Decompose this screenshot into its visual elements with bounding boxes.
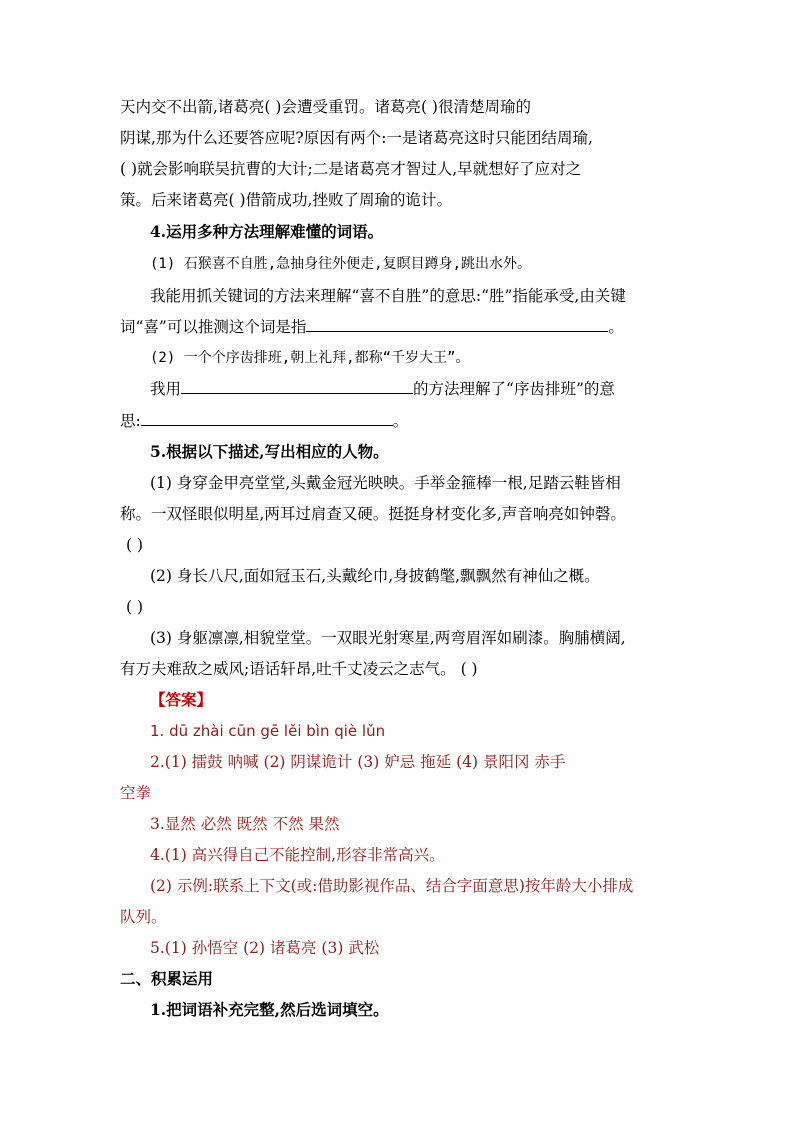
answer-5: 5.(1) 孙悟空 (2) 诸葛亮 (3) 武松: [150, 939, 380, 957]
question-4-text-2b: 。: [608, 318, 624, 336]
passage-line-4: 策。后来诸葛亮( )借箭成功,挫败了周瑜的诡计。: [120, 191, 452, 209]
section-2-question-1: 1.把词语补充完整,然后选词填空。: [150, 1000, 389, 1019]
question-4-text-2: [120, 317, 624, 337]
question-4-title: 4.运用多种方法理解难懂的词语。: [150, 222, 384, 241]
question-5-item-2: (2) 身长八尺,面如冠玉石,头戴纶巾,身披鹤氅,飘飘然有神仙之概。: [150, 567, 600, 585]
question-5-answer-2[interactable]: ( ): [126, 598, 144, 616]
answer-4: 4.(1) 高兴得自己不能控制,形容非常高兴。: [150, 846, 445, 864]
question-4-item-2: (2) 一个个序齿排班,朝上礼拜,都称“千岁大王”。: [150, 350, 470, 366]
answer-2-cont: 空拳: [120, 784, 152, 802]
question-4-text-3b: 的方法理解了“序齿排班”的意: [413, 380, 615, 398]
answer-blank-2[interactable]: [181, 379, 413, 394]
question-4-item-1: (1) 石猴喜不自胜,急抽身往外便走,复瞑目蹲身,跳出水外。: [150, 256, 531, 272]
question-5-answer-1[interactable]: ( ): [126, 536, 144, 554]
answer-4-example: (2) 示例:联系上下文(或:借助影视作品、结合字面意思)按年龄大小排成: [150, 877, 634, 895]
passage-line-1: 天内交不出箭,诸葛亮( )会遭受重罚。诸葛亮( )很清楚周瑜的: [120, 98, 531, 116]
answer-2: 2.(1) 擂鼓 呐喊 (2) 阴谋诡计 (3) 妒忌 拖延 (4) 景阳冈 赤手: [150, 753, 566, 771]
passage-line-2: 阴谋,那为什么还要答应呢?原因有两个:一是诸葛亮这时只能团结周瑜,: [120, 129, 593, 147]
question-5-item-3-cont: 有万夫难敌之威风;语话轩昂,吐千丈凌云之志气。 ( ): [120, 660, 478, 678]
question-5-item-1-cont: 称。一双怪眼似明星,两耳过肩查又硬。挺挺身材变化多,声音响亮如钟磬。: [120, 505, 626, 523]
question-4-text-2a: 词“喜”可以推测这个词是指: [120, 318, 307, 336]
question-5-title: 5.根据以下描述,写出相应的人物。: [150, 442, 389, 461]
question-5-item-1: (1) 身穿金甲亮堂堂,头戴金冠光映映。手举金箍棒一根,足踏云鞋皆相: [150, 474, 621, 492]
question-4-text-1: 我能用抓关键词的方法来理解“喜不自胜”的意思:“胜”指能承受,由关键: [150, 287, 626, 305]
question-4-text-4a: 思:: [120, 412, 141, 430]
question-4-text-3: [150, 379, 615, 399]
passage-line-3: ( )就会影响联吴抗曹的大计;二是诸葛亮才智过人,早就想好了应对之: [120, 160, 582, 178]
answer-blank-1[interactable]: [306, 317, 608, 332]
answer-3: 3.显然 必然 既然 不然 果然: [150, 815, 340, 833]
section-2-heading: 二、积累运用: [120, 969, 214, 988]
question-5-item-3: (3) 身躯凛凛,相貌堂堂。一双眼光射寒星,两弯眉浑如刷漆。胸脯横阔,: [150, 629, 626, 647]
question-4-text-4b: 。: [392, 412, 409, 430]
answer-blank-3[interactable]: [141, 411, 393, 426]
question-4-text-4: [120, 411, 408, 431]
answer-1: 1. dū zhài cūn gē lěi bìn qiè lǔn: [150, 722, 386, 740]
question-4-text-3a: 我用: [150, 380, 182, 398]
answer-heading: 【答案】: [150, 690, 213, 709]
answer-4-cont: 队列。: [120, 908, 167, 926]
